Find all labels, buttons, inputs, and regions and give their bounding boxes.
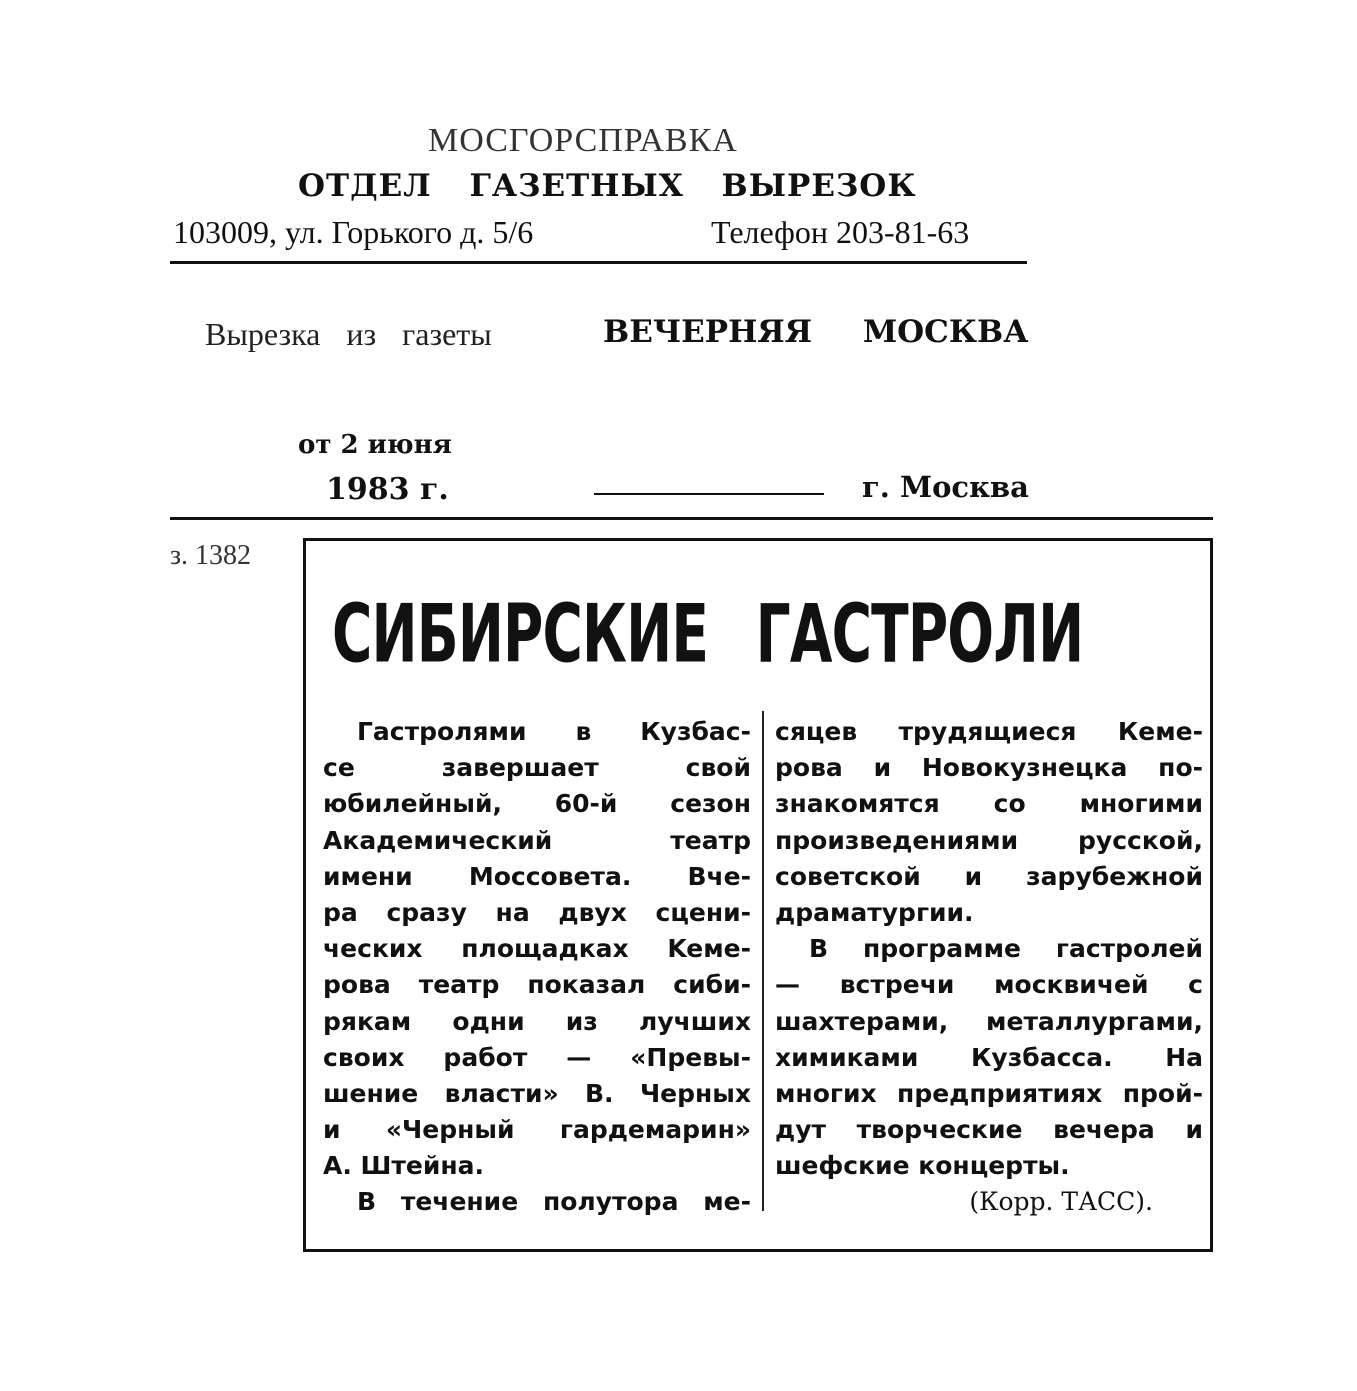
article-line: шахтерами, металлургами,: [775, 1006, 1203, 1036]
article-line: драматургии.: [775, 897, 974, 927]
article-line: — встречи москвичей с: [775, 970, 1203, 1000]
clipping-date-day: от 2 июня: [298, 430, 452, 460]
newspaper-clipping: [303, 538, 1213, 1252]
order-number: з. 1382: [170, 540, 252, 571]
article-line: химиками Кузбасса. На: [775, 1042, 1203, 1072]
article-line: знакомятся со многими: [775, 789, 1203, 819]
article-line: шефские концерты.: [775, 1151, 1070, 1181]
article-line: А. Штейна.: [323, 1151, 485, 1181]
article-line: В программе гастролей: [809, 934, 1203, 964]
article-line: шение власти» В. Черных: [323, 1078, 751, 1108]
article-line: сяцев трудящиеся Кеме-: [775, 717, 1203, 746]
article-line: рякам одни из лучших: [323, 1006, 751, 1036]
article-signature: (Корр. ТАСС).: [969, 1187, 1153, 1217]
org-name: МОСГОРСПРАВКА: [428, 122, 738, 159]
clipping-label: Вырезка из газеты: [205, 316, 492, 352]
article-line: дут творческие вечера и: [775, 1115, 1203, 1145]
article-line: многих предприятиях прой-: [775, 1078, 1203, 1108]
article-line: Академический театр: [323, 825, 751, 855]
column-divider: [762, 711, 764, 1211]
city: г. Москва: [862, 470, 1029, 504]
article-line: ра сразу на двух сцени-: [323, 897, 751, 927]
article-line: се завершает свой: [323, 753, 751, 783]
header-rule: [170, 261, 1027, 264]
article-line: своих работ — «Превы-: [323, 1042, 751, 1072]
address: 103009, ул. Горького д. 5/6: [173, 214, 534, 250]
article-line: юбилейный, 60-й сезон: [323, 789, 751, 819]
blank-field-line: [594, 493, 824, 495]
article-line: рова театр показал сиби-: [323, 970, 751, 1000]
article-line: Гастролями в Кузбас-: [357, 717, 751, 746]
article-headline: СИБИРСКИЕ ГАСТРОЛИ: [332, 589, 1084, 682]
article-right-column: [775, 714, 1203, 1221]
article-line: рова и Новокузнецка по-: [775, 753, 1203, 783]
article-line: имени Моссовета. Вче-: [323, 861, 751, 891]
newspaper-name: ВЕЧЕРНЯЯ МОСКВА: [603, 314, 1029, 350]
date-rule: [170, 517, 1213, 520]
article-line: и «Черный гардемарин»: [323, 1115, 751, 1145]
clipping-date-year: 1983 г.: [326, 472, 449, 507]
article-left-column: [323, 714, 751, 1221]
article-line: ческих площадках Keме-: [323, 934, 751, 964]
article-line: В течение полутора ме-: [357, 1187, 751, 1217]
address-line: [173, 214, 970, 251]
article-line: произведениями русской,: [775, 825, 1203, 855]
article-line: советской и зарубежной: [775, 861, 1203, 891]
department-name: ОТДЕЛ ГАЗЕТНЫХ ВЫРЕЗОК: [298, 168, 917, 204]
phone-number: Телефон 203-81-63: [711, 214, 970, 250]
